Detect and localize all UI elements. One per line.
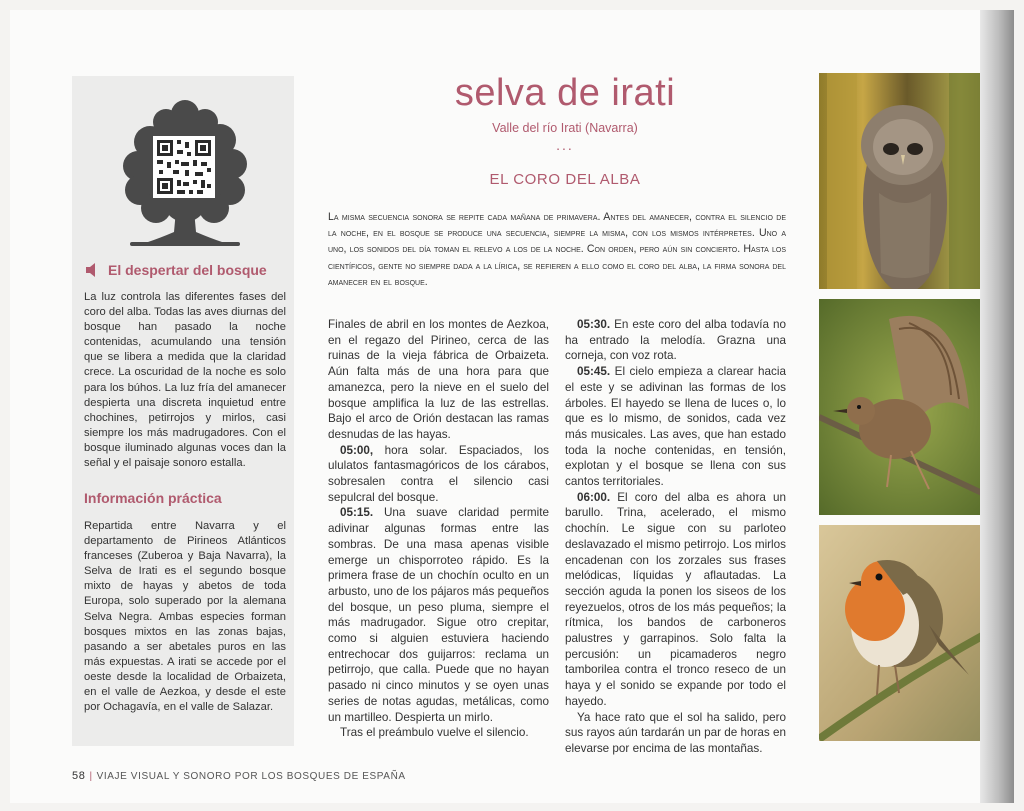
page-number: 58 [72, 770, 86, 782]
body-paragraph [565, 364, 786, 490]
page-gutter-shadow [980, 10, 1014, 803]
article-subtitle: Valle del río Irati (Navarra) [492, 121, 638, 135]
time-mark: 05:30. [577, 318, 611, 331]
photo-owl [819, 73, 995, 289]
body-paragraph-text: En este coro del alba todavía no ha entrado la melodía. Grazna una corneja, con voz rota. [565, 318, 786, 363]
speaker-icon[interactable] [84, 262, 100, 278]
body-paragraph-text: Una suave claridad permite adivinar algunas formas entre las sombras. De una masa apenas visible emerge un chisporroteo rápido. Es la primera frase de un chochín oculto en un arbusto, uno de los pájaros más pequeños del bosque, un peso pluma, siempre el más madrugador. Sigue otro crepitar, como si alguien estuviera haciendo entrechocar dos guijarros: reclama un petirrojo, que calla. Puede que no hayan pasado ni cinco minutos y se oyen unas series de notas agudas, metálicas, como un martilleo. Despierta un mirlo. [328, 506, 549, 724]
photo-robin [819, 525, 995, 741]
body-paragraph [565, 490, 786, 710]
title-separator: ... [556, 137, 574, 153]
time-mark: 06:00. [577, 490, 611, 504]
section-title: EL CORO DEL ALBA [489, 171, 641, 188]
article-title: selva de irati [454, 72, 676, 114]
sidebar-box [72, 76, 294, 746]
page-footer [72, 770, 406, 782]
body-column-left [328, 317, 549, 741]
footer-divider: | [89, 771, 93, 782]
body-paragraph: Tras el preámbulo vuelve el silencio. [340, 726, 529, 740]
body-paragraph-text: hora solar. Espaciados, los ululatos fantasmagóricos de los cárabos, sobresalen contra el silencio casi sepulcral del bosque. [328, 443, 549, 504]
body-paragraph [328, 505, 549, 725]
sidebar-text-dawn: La luz controla las diferentes fases del coro del alba. Todas las aves diurnas del bosque han pasado la noche contenidas, acumulando una tensión que se libera a medida que la claridad crece. La oscuridad de la noche es solo para los búhos. La luz fría del amanecer despierta una discreta inquietud entre chochines, petirrojos y mirlos, casi siempre los más madrugadores. Con el bosque iluminado algunas voces dan la señal y el paisaje sonoro estalla. [84, 291, 286, 470]
sidebar-heading-dawn [84, 262, 267, 278]
sidebar-text-info: Repartida entre Navarra y el departamento de Pirineos Atlánticos franceses (Zuberoa y Baja Navarra), la Selva de Irati es el segundo bosque mixto de hayas y abetos de toda Europa, solo superado por la alemana Selva Negra. Ambas especies forman bosques mixtos en las zonas bajas, pasando a ser abetales puros en las más expuestas. A irati se accede por el oeste desde la localidad de Orbaizeta, en el valle de Aezkoa, y desde el este por Ochagavía, en el valle de Salazar. [84, 520, 286, 714]
book-page [10, 10, 1014, 803]
photo-wren [819, 299, 995, 515]
time-mark: 05:15. [340, 506, 374, 520]
time-mark: 05:00, [340, 443, 374, 457]
body-paragraph-text: El coro del alba es ahora un barullo. Trina, acelerado, el mismo chochín. Le sigue con su parloteo deslavazado el mismo petirrojo. Los mirlos encadenan con los zorzales sus frases melódicas, líquidas y aflautadas. La sección aguda la ponen los siseos de los reyezuelos, otros de los más pequeños; la rítmica, los bandos de carboneros palustres y garrapinos. Solo falta la percusión: un picamaderos negro tamborilea contra el tronco reseco de un haya y el sonido se expande por todo el hayedo. [565, 490, 786, 708]
tree-qr-icon[interactable] [110, 92, 260, 252]
intro-paragraph: La misma secuencia sonora se repite cada mañana de primavera. Antes del amanecer, contra el silencio de la noche, en el bosque se produce una secuencia, siempre la misma, con los mismos intérpretes. Uno a uno, los sonidos del día toman el relevo a los de la noche. Con orden, pero aún sin concierto. Hasta los científicos, gente no siempre dada a la lírica, se refieren a ello como el coro del alba, la firma sonora del amanecer en el bosque. [328, 211, 786, 288]
sidebar-heading-info: Información práctica [84, 490, 222, 506]
body-paragraph-text: El cielo empieza a clarear hacia el este y se adivinan las formas de los árboles. El hayedo se llena de luces o, lo que es lo mismo, de sonidos, cada vez más musicales. Las aves, que han estado toda la noche contenidas, en tensión, explotan y el bosque se llena con sus cantos territoriales. [565, 365, 786, 489]
body-paragraph [328, 443, 549, 506]
body-paragraph: Finales de abril en los montes de Aezkoa, en el regazo del Pirineo, cerca de las ruinas de la vieja fábrica de Orbaizeta. Aún falta más de una hora para que amanezca, pero la nieve en el suelo del bosque amplifica la luz de las estrellas. Bajo el arco de Orión destacan las ramas desnudas de las hayas. [328, 318, 549, 441]
book-title: VIAJE VISUAL Y SONORO POR LOS BOSQUES DE ESPAÑA [96, 771, 406, 782]
time-mark: 05:45. [577, 365, 611, 379]
body-paragraph: Ya hace rato que el sol ha salido, pero sus rayos aún tardarán un par de horas en elevarse por encima de las montañas. [565, 710, 786, 755]
sidebar-heading-dawn-text: El despertar del bosque [108, 262, 267, 278]
body-column-right [565, 317, 786, 757]
body-paragraph [565, 317, 786, 364]
